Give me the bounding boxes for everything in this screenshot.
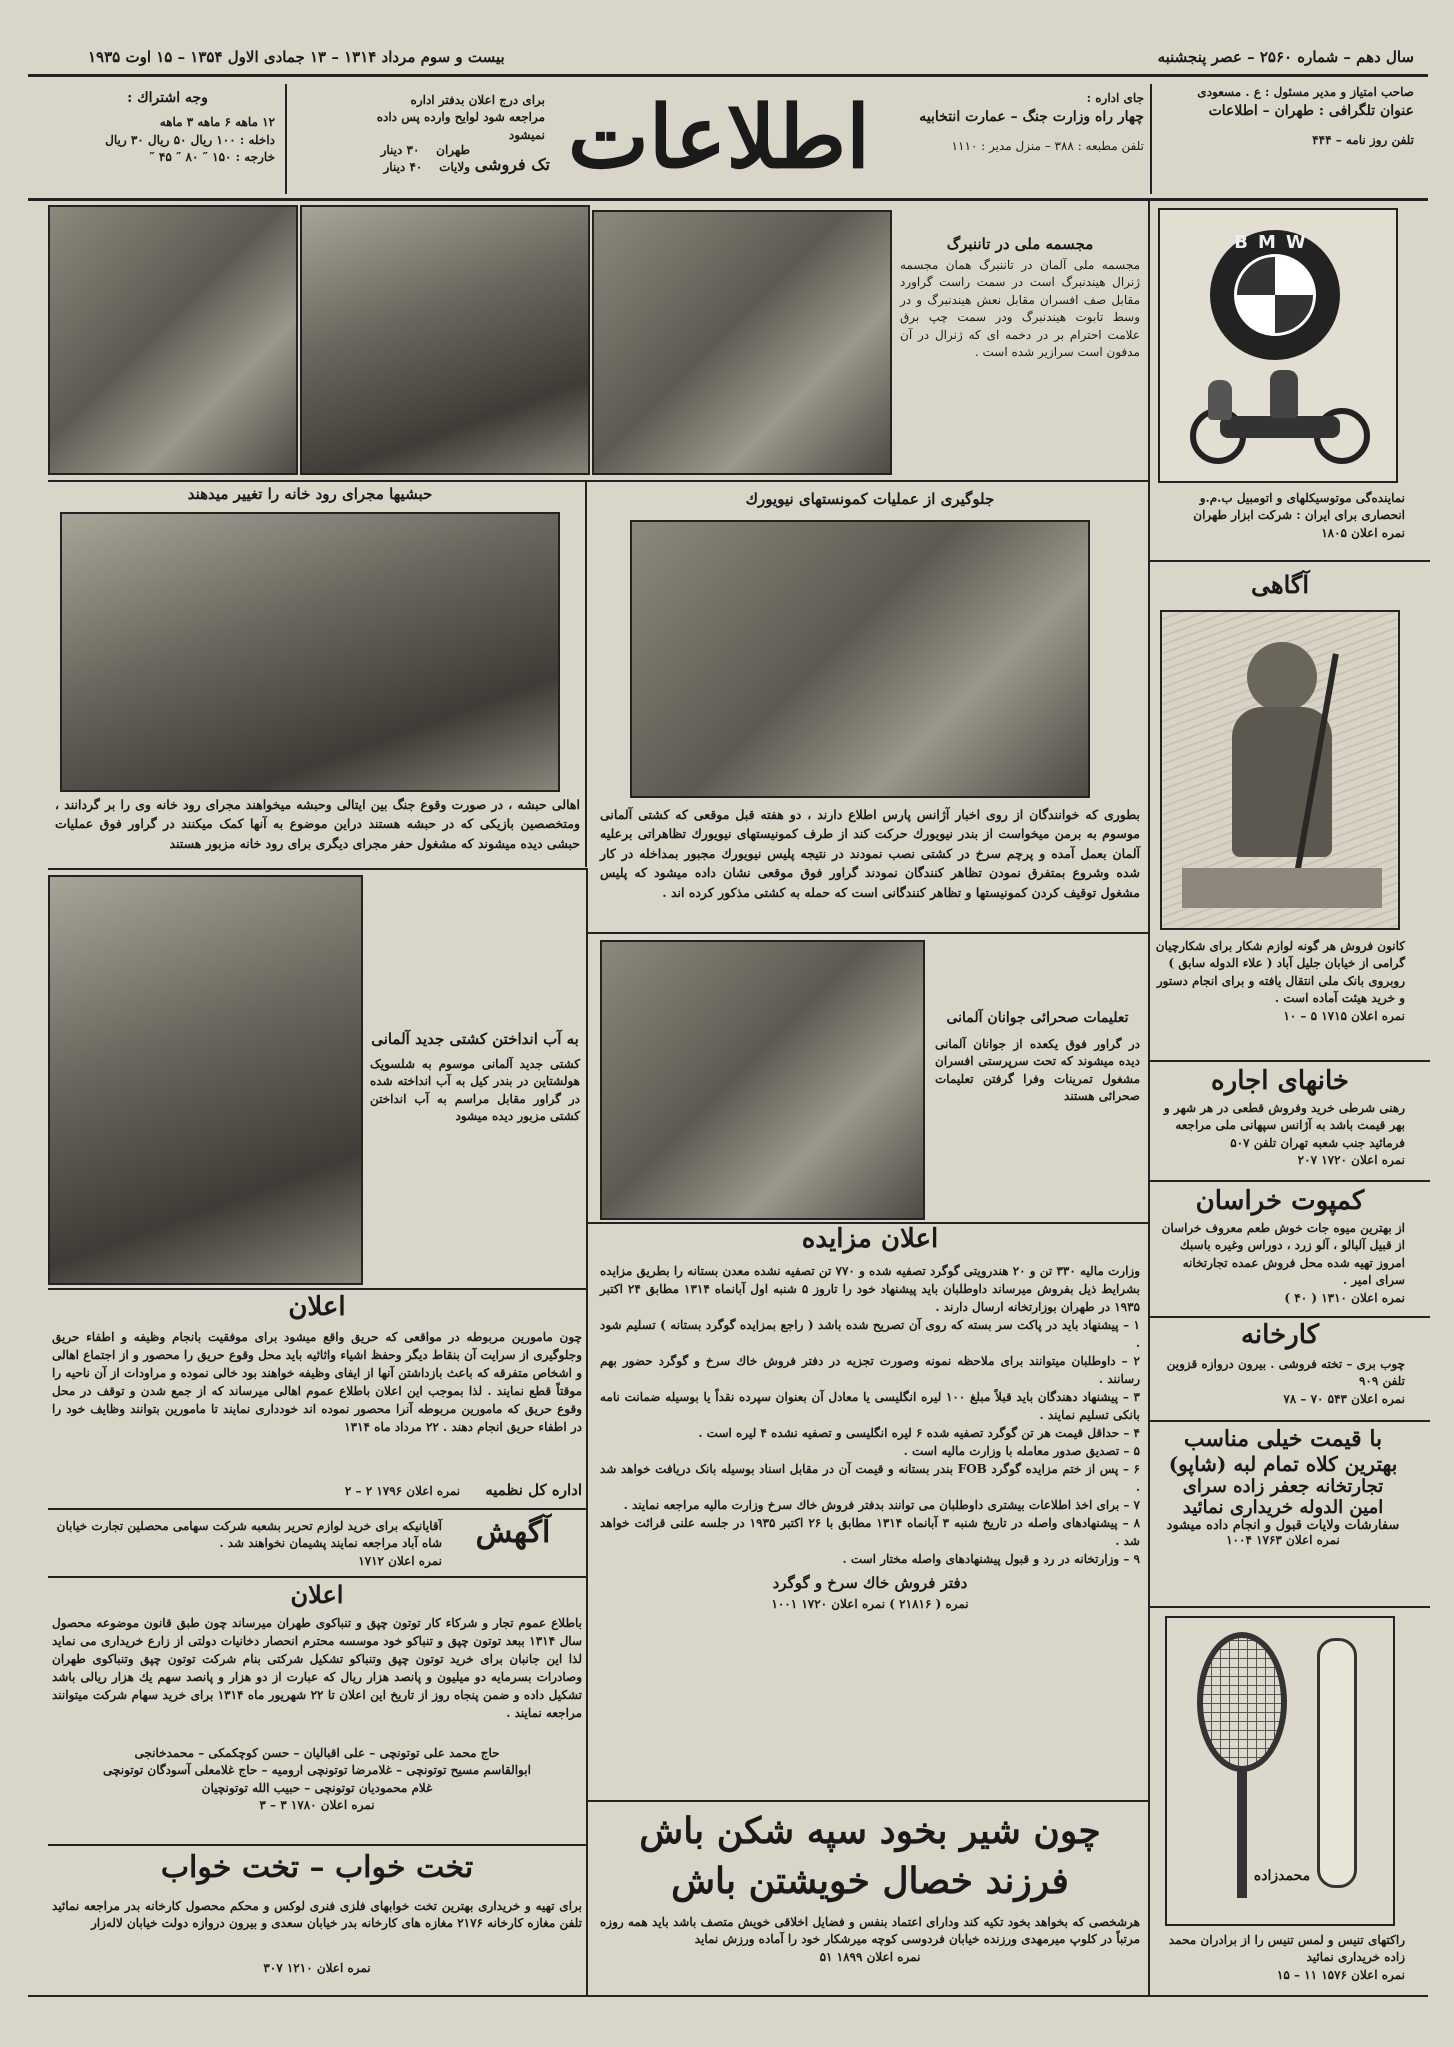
tennis-illustration xyxy=(1165,1616,1395,1926)
auction-item-8: ۸ – پیشنهادهای واصله در تاریخ شنبه ۳ آبانماه ۱۳۱۴ مطابق با ۲۶ اکتبر ۱۹۳۵ در جلسه علنی قرائت خواهد شد . xyxy=(600,1516,1141,1548)
telegraph-line: عنوان تلگرافی : طهران – اطلاعات xyxy=(1208,103,1414,120)
hat-ad-rule xyxy=(1150,1606,1430,1608)
rent-ad-rule xyxy=(1150,1180,1430,1182)
masthead-ads-note: برای درج اعلان بدفتر اداره مراجعه شود لوایح وارده پس داده نمیشود xyxy=(376,93,545,142)
bmw-ad xyxy=(1158,208,1398,483)
auction-item-7: ۷ – برای اخذ اطلاعات بیشتری داوطلبان می توانند بدفتر فروش خاك سرخ وزارت مالیه مراجعه نمایند . xyxy=(623,1498,1140,1512)
dateline-issue: سال دهم – شماره ۲۵۶۰ – عصر پنجشنبه xyxy=(1157,48,1414,66)
ad-column-divider xyxy=(1148,200,1150,1995)
office-label: جای اداره : xyxy=(1086,91,1144,105)
elan-fire-signature: اداره کل نظمیه xyxy=(485,1481,582,1499)
karkhaneh-title: کارخانه xyxy=(1240,1320,1320,1350)
karkhaneh-text xyxy=(1155,1356,1405,1408)
karkhaneh-number: نمره اعلان ۵۴۳ ۷۰ – ۷۸ xyxy=(1283,1391,1405,1406)
bmw-ad-text xyxy=(1155,490,1405,542)
hat-line-2: بهترین کلاه تمام لبه (شاپو) xyxy=(1168,1452,1398,1476)
bmw-ad-number: نمره اعلان ۱۸۰۵ xyxy=(1321,525,1405,540)
agahi-small-rule xyxy=(48,1576,586,1578)
auction-item-4: ۴ – حداقل قیمت هر تن گوگرد تصفیه شده ۶ لیره انگلیسی و تصفیه نشده ۴ لیره است . xyxy=(698,1426,1140,1440)
rent-body: رهنی شرطی خرید وفروش قطعی در هر شهر و بهر قیمت باشد به آژانس سپهانی ملی مراجعه فرمائید جنب شعبه تهران تلفن ۵۰۷ xyxy=(1163,1101,1405,1150)
masthead-divider-2 xyxy=(285,84,287,194)
youth-article xyxy=(935,1010,1140,1106)
hat-ad xyxy=(1152,1426,1414,1547)
bmw-ad-body: نماینده‌گی موتوسیکلهای و اتومبیل ب.م.و انحصاری برای ایران : شرکت ابزار طهران xyxy=(1193,491,1405,523)
subs-outside: خارجه : ۱۵۰ ″ ۸۰ ″ ۴۵ ″ xyxy=(149,150,275,165)
agahi-hunting-number: نمره اعلان ۱۷۱۵ ۵ – ۱۰ xyxy=(1283,1008,1405,1023)
subs-periods: ۱۲ ماهه ۶ ماهه ۳ ماهه xyxy=(159,115,275,130)
elan-fire-number: نمره اعلان ۱۷۹۶ ۲ – ۲ xyxy=(344,1484,461,1498)
photo-ship-launch xyxy=(48,875,363,1285)
elan-tobacco-signatures xyxy=(52,1745,582,1815)
hunting-ad-rule xyxy=(1150,1060,1430,1062)
elan-fire-title: اعلان xyxy=(288,1292,346,1322)
tennis-racket-label: محمدزاده xyxy=(1253,1868,1311,1884)
elan-fire-footer xyxy=(52,1480,582,1502)
hat-line-5: سفارشات ولایات قبول و انجام داده میشود xyxy=(1166,1518,1400,1533)
ship-rule xyxy=(48,1288,586,1290)
auction-intro: وزارت مالیه ۳۳۰ تن و ۲۰ هندرویتی گوگرد تصفیه شده و ۷۷۰ تن تصفیه نشده معدن بستانه را بطریق مزایده بشرایط ذیل بفروش میرساند داوطلبان باید پیشنهاد خود را تاروز ۵ شنبه اول آبانماه ۱۳۱۴ مطابق ۲۴ اکتبر ۱۹۳۵ در طهران بوزارتخانه ارسال دارند . xyxy=(600,1264,1141,1314)
agahi-small-body: آقایانیکه برای خرید لوازم تحریر بشعبه شرکت سهامی محصلین تجارت خیابان شاه آباد مراجعه نمایند پشیمان نخواهند شد . xyxy=(56,1519,442,1551)
agahi-small-title: آگهش xyxy=(475,1515,551,1550)
rent-title: خانهای اجاره xyxy=(1211,1066,1349,1096)
tobacco-number: نمره اعلان ۱۷۸۰ ۳ – ۳ xyxy=(259,1798,375,1813)
tennis-text xyxy=(1155,1932,1405,1984)
provinces-price: ۴۰ دینار xyxy=(383,160,423,175)
agahi-hunting-title: آگاهی xyxy=(1250,570,1310,599)
khorasan-ad-rule xyxy=(1150,1316,1430,1318)
photo-ethiopia-river xyxy=(60,512,560,792)
newyork-body: بطوری که خوانندگان از روی اخبار آژانس پارس اطلاع دارند ، دو هفته قبل موقعی که کشتی آلمانی موسوم به برمن میخواست از بندر نیویورك حرکت کند از طرف کمونیستهای نیویورك تظاهراتی برعلیه آلمان بعمل آمده و پرچم سرخ در کشتی نصب نمودند در نتیجه پلیس نیویورك مجبور بمداخله در کار شده وشروع بمتفرق نمودن تظاهر کنندگان نمودند گراور فوق موقعی نشان داده میشود که پلیس مشغول توقیف کردن کمونیستها و تظاهر کنندگانی است که حمله به کشتی مذکور کرده اند . xyxy=(600,807,1140,900)
agahi-hunting-body: کانون فروش هر گونه لوازم شکار برای شکارچیان گرامی از خیابان جلیل آباد ( علاء الدوله سابق ) روبروی بانک ملی انتقال یافته و برای انجام دستور و خرید هیئت آماده است . xyxy=(1155,939,1405,1006)
subs-title: وجه اشتراك : xyxy=(127,90,208,106)
single-sale-label: تک فروشی xyxy=(474,155,550,174)
auction-body xyxy=(600,1262,1140,1613)
tobacco-signatures-2: ابوالقاسم مسیح توتونچی – غلامرضا توتونچی ارومیه – حاج غلامعلی آسودگان توتونچی xyxy=(103,1763,531,1778)
tehran-label: طهران xyxy=(436,143,470,157)
lion-line-1: چون شیر بخود سپه شکن باش xyxy=(639,1810,1101,1852)
ship-body: کشتی جدید آلمانی موسوم به شلسویک هولشتاین در بندر کیل به آب انداخته شده در گراور مقابل مراسم به آب انداختن کشتی مزبور دیده میشود xyxy=(370,1057,580,1124)
khorasan-number: نمره اعلان ۱۳۱۰ ( ۴۰ ) xyxy=(1284,1290,1405,1305)
hunter-illustration xyxy=(1160,610,1400,930)
auction-number: نمره ( ۲۱۸۱۶ ) نمره اعلان ۱۷۲۰ ۱۰۰۱ xyxy=(771,1596,969,1611)
karkhaneh-body: چوب بری – تخته فروشی . بیرون دروازه قزوین تلفن ۹۰۹ xyxy=(1166,1357,1405,1389)
office-address: چهار راه وزارت جنگ – عمارت انتخابیه xyxy=(919,109,1144,126)
photo-tannenberg-guard xyxy=(48,205,298,475)
tennis-racket-icon xyxy=(1197,1632,1287,1772)
auction-rule xyxy=(588,1800,1148,1802)
newspaper-title: اطلاعات xyxy=(567,87,870,188)
lion-ad xyxy=(600,1806,1140,1966)
masthead-office-block xyxy=(854,90,1144,155)
beds-number: نمره اعلان ۱۲۱۰ ۳۰۷ xyxy=(263,1961,371,1975)
provinces-label: ولایات xyxy=(439,160,470,175)
hat-line-4: امین الدوله خریداری نمائید xyxy=(1182,1497,1384,1518)
col-divider-mid xyxy=(585,482,587,867)
bmw-logo-text: BMW xyxy=(1234,232,1316,253)
fire-rule xyxy=(48,1508,586,1510)
rent-number: نمره اعلان ۱۷۲۰ ۲۰۷ xyxy=(1297,1153,1405,1168)
agahi-hunting-text xyxy=(1155,938,1405,1025)
tennis-number: نمره اعلان ۱۵۷۶ ۱۱ – ۱۵ xyxy=(1276,1967,1405,1982)
auction-item-1: ۱ – پیشنهاد باید در پاکت سر بسته که روی آن تصریح شده باشد ( راجع بمزایده گوگرد بستانه ) تسلیم شود . xyxy=(600,1318,1140,1350)
youth-body: در گراور فوق یکعده از جوانان آلمانی دیده میشوند که تحت سرپرستی افسران مشغول تمرینات وفرا گرفتن تعلیمات صحرائی هستند xyxy=(935,1037,1140,1104)
auction-item-6: ۶ – پس از ختم مزایده گوگرد FOB بندر بستانه و قیمت آن در مقابل اسناد بوسیله بانک دریافت خواهد شد . xyxy=(600,1462,1140,1494)
page-bottom-rule xyxy=(28,1995,1428,1997)
lion-number: نمره اعلان ۱۸۹۹ ۵۱ xyxy=(819,1949,921,1964)
ship-title: به آب انداختن کشتی جدید آلمانی xyxy=(371,1030,579,1048)
motorcycle-illustration xyxy=(1180,370,1380,470)
owner-line: صاحب امتیاز و مدیر مسئول : ع . مسعودی xyxy=(1197,85,1414,99)
masthead-divider-1 xyxy=(1150,84,1152,194)
bmw-ad-rule xyxy=(1150,560,1430,562)
office-phone: تلفن مطبعه : ۳۸۸ – منزل مدیر : ۱۱۱۰ xyxy=(951,138,1144,153)
tennis-body: راکتهای تنیس و لمس تنیس را از برادران محمد زاده خریداری نمائید xyxy=(1168,1933,1405,1965)
tannenberg-body: مجسمه ملی آلمان در تاننبرگ همان مجسمه ژنرال هیندنبرگ است در سمت راست گراورد مقابل صف افسران مقابل نعش هیندنبرگ و در وسط تابوت هیندنبرگ ودر سمت چپ برق علامت احترام بر در دخمه ای که ژنرال در آن مدفون است سرازیر شده است . xyxy=(900,258,1140,359)
elan-tobacco-title: اعلان xyxy=(290,1580,344,1609)
tennis-ball-tube-icon xyxy=(1317,1638,1357,1888)
tobacco-signatures-1: حاج محمد علی توتونچی – علی اقبالیان – حسن کوچکمکی – محمدخانجی xyxy=(134,1746,500,1760)
rent-text xyxy=(1155,1100,1405,1170)
khorasan-text xyxy=(1155,1220,1405,1307)
tobacco-rule xyxy=(48,1844,586,1846)
photo-tannenberg-tomb xyxy=(300,205,590,475)
ethiopia-body: اهالی حبشه ، در صورت وقوع جنگ بین ایتالی وحبشه میخواهند مجرای رود خانه وی را بر گردانند ، ومتخصصین بازیکی که در حبشه هستند دراین موضوع به آنها کمک میکنند در گراور فوق عملیات حبشی دیده میشوند که مشغول حفر مجرای دیگری برای رود خانه مزبور هستند xyxy=(55,797,580,851)
beds-title: تخت خواب – تخت خواب xyxy=(160,1850,474,1885)
col-divider-low xyxy=(586,870,588,1995)
lion-line-2: فرزند خصال خویشتن باش xyxy=(671,1860,1069,1902)
khorasan-title: کمپوت خراسان xyxy=(1195,1186,1365,1216)
daily-phone-line: تلفن روز نامه – ۴۴۴ xyxy=(1312,132,1414,147)
second-row-rule-right xyxy=(588,932,1148,934)
top-photo-rule xyxy=(48,480,1148,482)
auction-signature: دفتر فروش خاك سرخ و گوگرد xyxy=(772,1574,968,1592)
single-sale-prices xyxy=(300,142,470,177)
subscription-block xyxy=(60,88,275,166)
elan-tobacco-body: باطلاع عموم تجار و شرکاء کار توتون چپق و تنباکوی طهران میرساند چون طبق قانون موضوعه محصول سال ۱۳۱۴ ببعد توتون چپق و تنباکو خود موسسه محترم انحصار دخانیات دولتی از زارع خریداری می نماید لذا این جانبان برای خرید توتون چپق وتنباکو تشکیل شرکتی بنام شرکت توتون چپق وتنباکوی طهران وصادرات بسرمایه دو میلیون و پانصد هزار ریال که عبارت از دو هزار و پانصد سهم یك هزار ریالی باشد تشکیل داده و ضمن پنجاه روز از تاریخ این اعلان تا ۲۲ شهریور ماه ۱۳۱۴ برای خرید سهام شرکت میتوانند مراجعه نمایند . xyxy=(52,1616,583,1720)
photo-newyork-police xyxy=(630,520,1090,798)
hat-line-3: تجارتخانه جعفر زاده سرای xyxy=(1182,1476,1384,1497)
tehran-price: ۳۰ دینار xyxy=(380,143,420,157)
masthead-top-rule xyxy=(28,74,1428,77)
agahi-small-number: نمره اعلان ۱۷۱۲ xyxy=(358,1553,442,1568)
auction-title: اعلان مزایده xyxy=(801,1224,939,1254)
photo-tannenberg-monument xyxy=(592,210,892,475)
hat-line-1: با قیمت خیلی مناسب xyxy=(1183,1426,1383,1452)
karkhaneh-ad-rule xyxy=(1150,1420,1430,1422)
agahi-small-text xyxy=(52,1518,442,1570)
second-row-rule-left xyxy=(48,868,588,870)
elan-fire-body: چون مامورین مربوطه در مواقعی که حریق واقع میشود برای موفقیت بانجام وظیفه و اطفاء حریق وجلوگیری از سرایت آن بنقاط دیگر وحفظ اشیاء واثاثیه باید محل وقوع حریق را محصور و از اجتماع اهالی و اشخاص متفرقه که باعث بازداشتن آنها از ایفای وظیفه خواهند بود خالی نموده و مراودات از آن ناحیه را موقتاً قطع نمایند . لذا بموجب این اعلان باطلاع عموم اهالی میرساند که از جمع شدن و توقف در محل وقوع حریق که مامورین مربوطه آنرا محصور نموده اند خودداری نمایند تا مامورین بتوانند وظایف خود را در اطفاء حریق انجام دهند . ۲۲ مرداد ماه ۱۳۱۴ xyxy=(52,1330,582,1434)
auction-item-2: ۲ – داوطلبان میتوانند برای ملاحظه نمونه وصورت تجزیه در دفتر فروش خاك سرخ و گوگرد حضور بهم رسانند . xyxy=(600,1354,1140,1386)
masthead-bottom-rule xyxy=(28,198,1428,201)
lion-body: هرشخصی که بخواهد بخود تکیه کند ودارای اعتماد بنفس و فضایل اخلاقی خویش متصف باشد باید همه روزه مرتباً در کلوپ میرمهدی ورزنده خیابان فردوسی کوچه میرشکار خود را آماده ورزش نماید xyxy=(600,1915,1140,1947)
dateline-date: بیست و سوم مرداد ۱۳۱۴ – ۱۳ جمادی الاول ۱۳۵۴ – ۱۵ اوت ۱۹۳۵ xyxy=(88,48,505,66)
tobacco-signatures-3: غلام محمودیان توتونچی – حبیب الله توتونچیان xyxy=(201,1780,433,1795)
youth-title: تعلیمات صحرائی جوانان آلمانی xyxy=(946,1010,1129,1026)
auction-item-3: ۳ – پیشنهاد دهندگان باید قبلاً مبلغ ۱۰۰ لیره انگلیسی یا معادل آن بعنوان سپرده نقداً یا بوسیله ضمانت نامه بانکی تسلیم نمایند . xyxy=(600,1390,1140,1422)
bmw-logo xyxy=(1210,230,1340,360)
khorasan-body: از بهترین میوه جات خوش طعم معروف خراسان از قبیل آلبالو ، آلو زرد ، دوراس وغیره باسبك امروز تهیه شده محل فروش عمده تجارتخانه سرای امیر . xyxy=(1161,1221,1405,1288)
photo-german-youth xyxy=(600,940,925,1220)
beds-body: برای تهیه و خریداری بهترین تخت خوابهای فلزی فنری لوکس و محکم محصول کارخانه بدر مراجعه نمائید تلفن مغازه کارخانه ۲۱۷۶ مغازه های کارخانه بدر خیابان سعدی و بیرون دروازه دولت خیابان لاله‌زار xyxy=(52,1899,582,1931)
masthead-owner-block xyxy=(1164,84,1414,149)
hat-number: نمره اعلان ۱۷۶۳ ۱۰۰۴ xyxy=(1226,1533,1340,1547)
ship-article xyxy=(370,1030,580,1126)
tannenberg-title: مجسمه ملی در تاننبرگ xyxy=(946,235,1094,253)
ethiopia-caption: حبشیها مجرای رود خانه را تغییر میدهند xyxy=(187,485,433,503)
auction-item-9: ۹ – وزارتخانه در رد و قبول پیشنهادهای واصله مختار است . xyxy=(842,1552,1140,1566)
tannenberg-article xyxy=(900,235,1140,361)
newyork-caption: جلوگیری از عملیات کمونستهای نیویورك xyxy=(745,490,995,508)
auction-item-5: ۵ – تصدیق صدور معامله با وزارت مالیه است . xyxy=(903,1444,1140,1458)
subs-inside: داخله : ۱۰۰ ریال ۵۰ ریال ۳۰ ریال xyxy=(105,132,275,147)
